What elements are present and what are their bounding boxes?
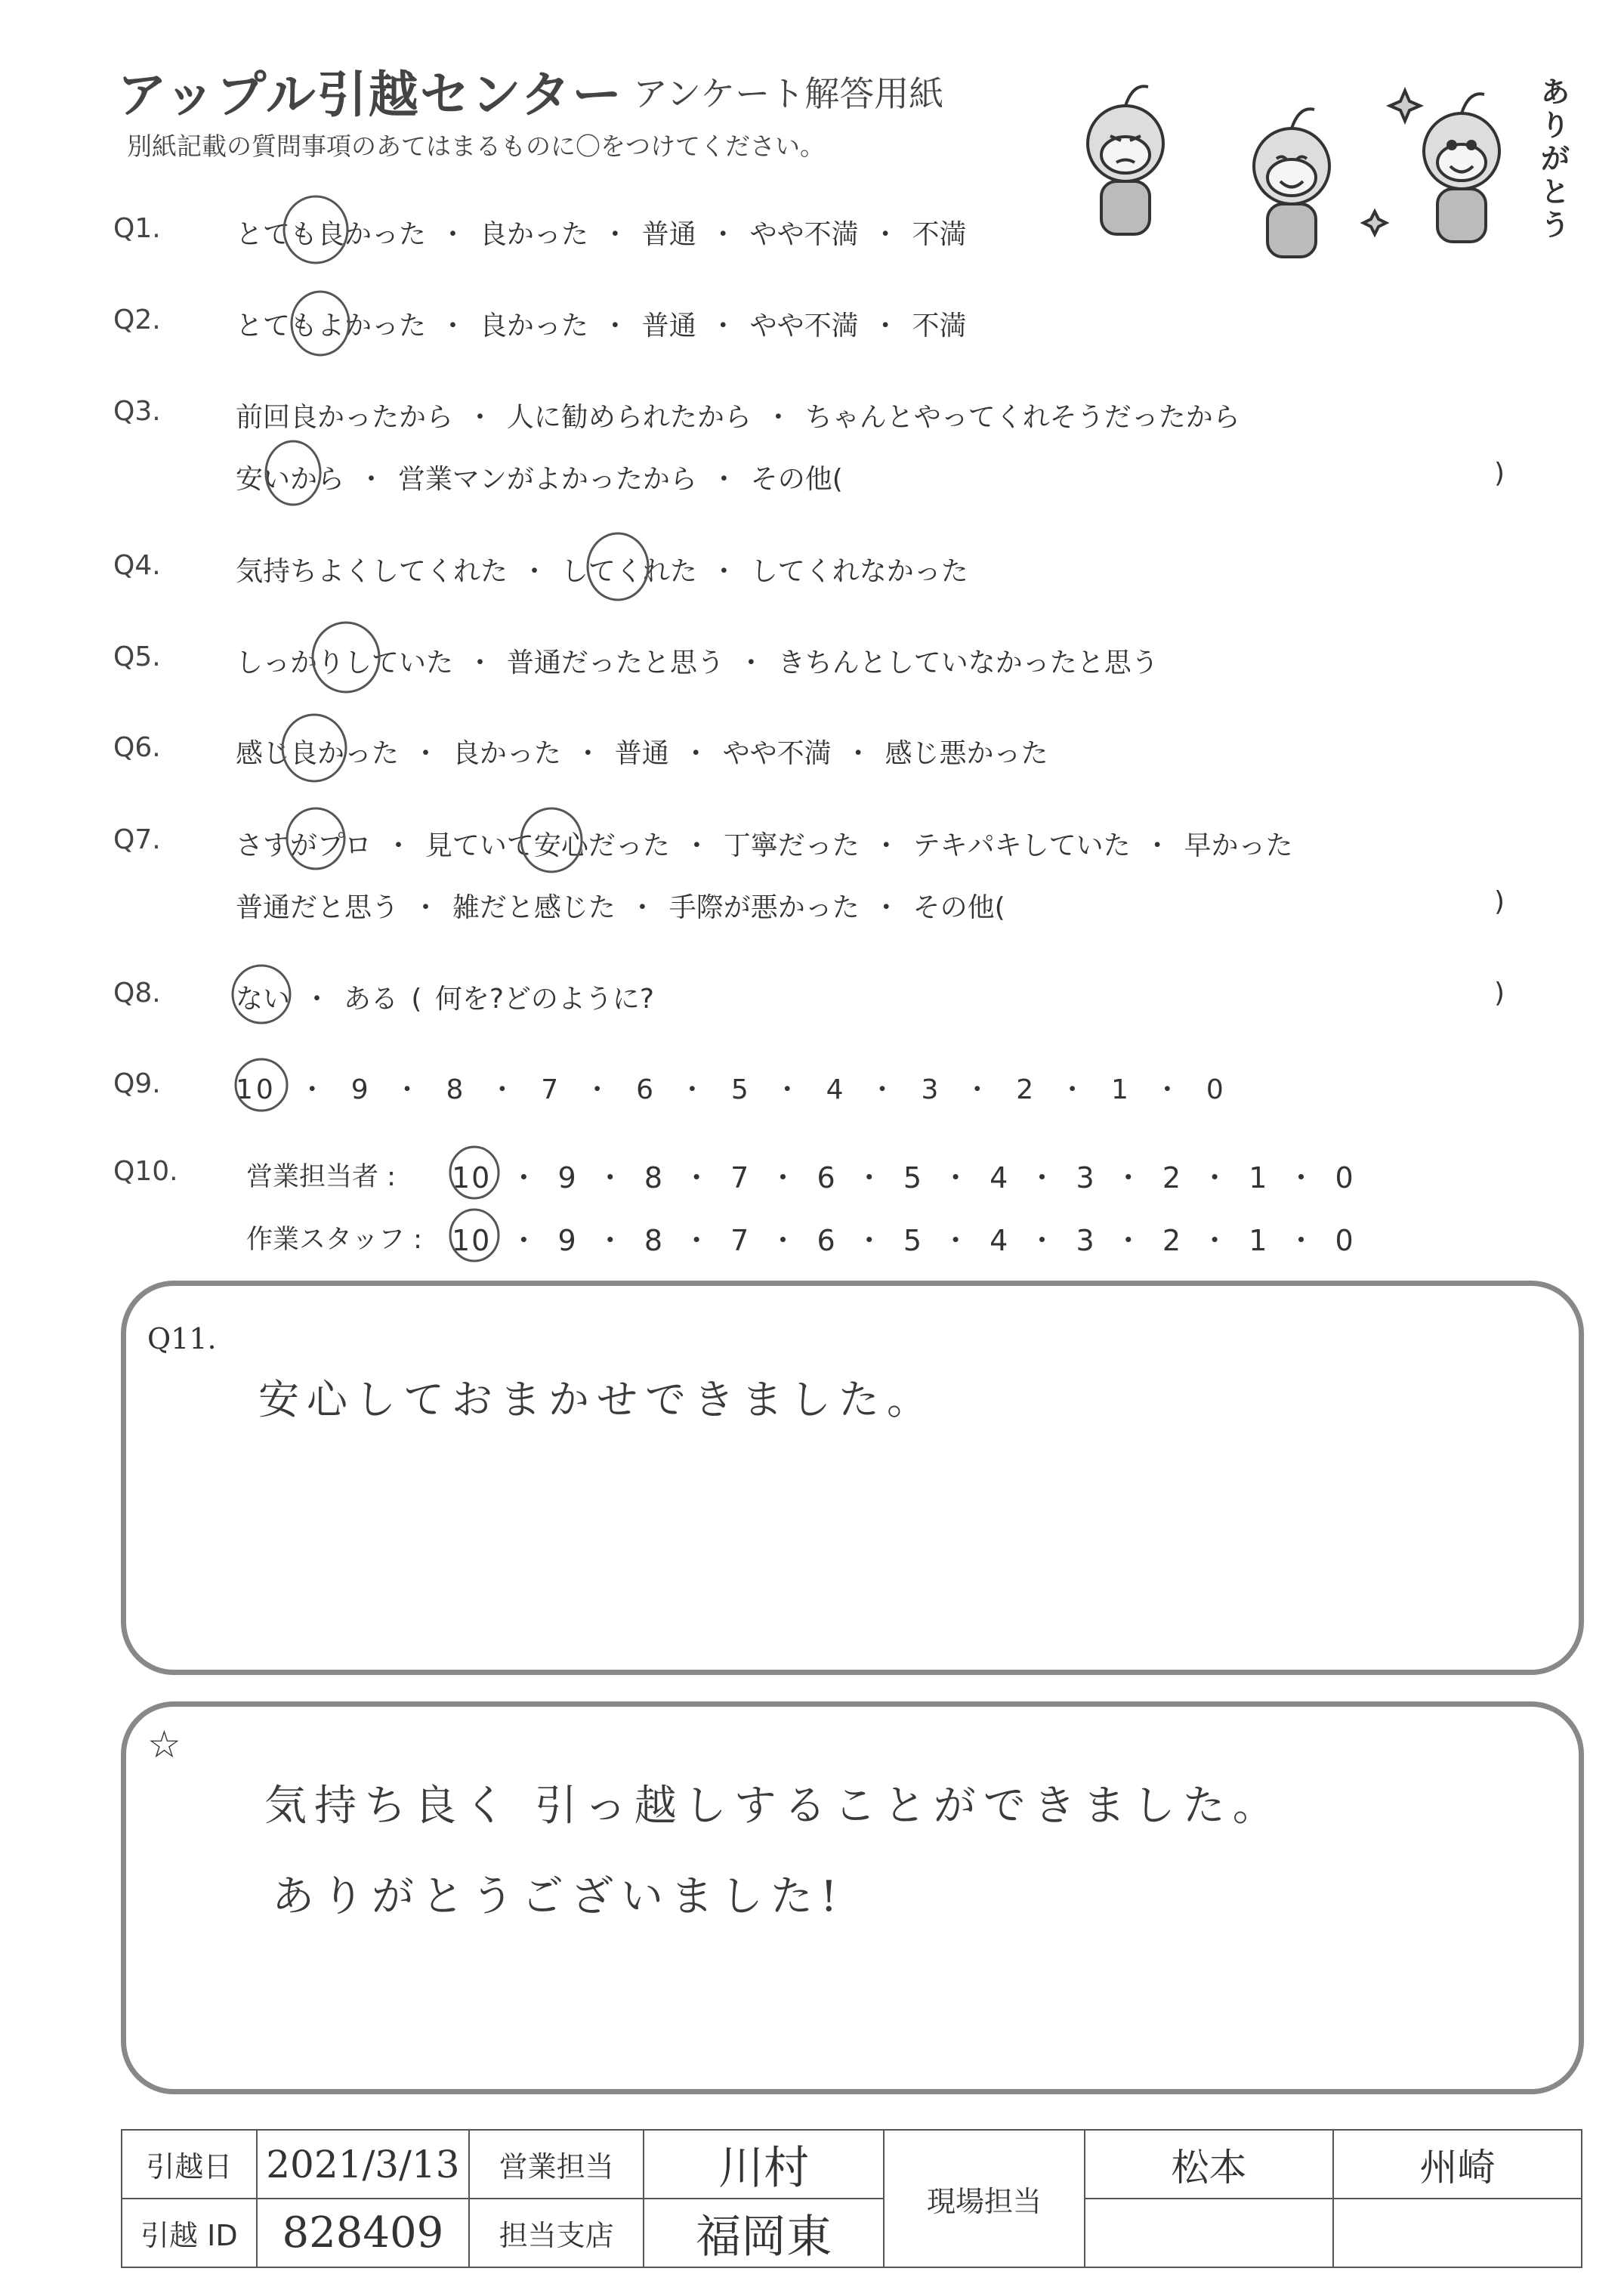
q7-answer-circle-anshin	[521, 808, 582, 872]
q3-label: Q3.	[113, 396, 161, 427]
q10-label: Q10.	[113, 1156, 178, 1187]
sales-label: 営業担当	[469, 2130, 644, 2199]
branch-label: 担当支店	[469, 2199, 644, 2267]
comment-line-1: 気持ち良く 引っ越しすることができました。	[264, 1782, 1283, 1831]
q10-staff-scale[interactable]: 10 ・ 9 ・ 8 ・ 7 ・ 6 ・ 5 ・ 4 ・ 3 ・ 2 ・ 1 ・ 0	[452, 1224, 1355, 1257]
site-staff-1: 松本	[1085, 2130, 1333, 2199]
q6-label: Q6.	[113, 732, 161, 763]
site-label: 現場担当	[884, 2130, 1085, 2267]
q10-sales-scale[interactable]: 10 ・ 9 ・ 8 ・ 7 ・ 6 ・ 5 ・ 4 ・ 3 ・ 2 ・ 1 ・ 0	[452, 1161, 1355, 1194]
q10-staff-answer-circle	[450, 1210, 499, 1261]
footer-table	[121, 2129, 1582, 2268]
q11-label: Q11.	[147, 1322, 217, 1355]
q10-staff-label: 作業スタッフ :	[246, 1225, 422, 1255]
q4-answer-circle	[588, 533, 648, 600]
q5-options[interactable]: しっかりしていた ・ 普通だったと思う ・ きちんとしていなかったと思う	[236, 647, 1159, 678]
site-staff-empty-1	[1085, 2199, 1333, 2267]
moving-date-label: 引越日	[122, 2130, 257, 2199]
q1-options[interactable]: とても良かった ・ 良かった ・ 普通 ・ やや不満 ・ 不満	[236, 219, 967, 250]
q8-label: Q8.	[113, 978, 161, 1009]
q6-options[interactable]: 感じ良かった ・ 良かった ・ 普通 ・ やや不満 ・ 感じ悪かった	[236, 738, 1048, 769]
q7-options-line1[interactable]: さすがプロ ・ 見ていて安心だった ・ 丁寧だった ・ テキパキしていた ・ 早かった	[236, 830, 1293, 861]
q4-label: Q4.	[113, 550, 161, 581]
site-staff-empty-2	[1333, 2199, 1582, 2267]
q3-close-paren: )	[1494, 458, 1505, 489]
q7-label: Q7.	[113, 824, 161, 855]
document-subtitle: アンケート解答用紙	[633, 73, 944, 114]
q11-box	[121, 1281, 1584, 1675]
q5-answer-circle	[313, 623, 379, 692]
moving-date-value: 2021/3/13	[257, 2130, 469, 2199]
q9-options[interactable]: 10 ・ 9 ・ 8 ・ 7 ・ 6 ・ 5 ・ 4 ・ 3 ・ 2 ・ 1 ・ 0	[236, 1074, 1227, 1105]
q10-sales-answer-circle	[450, 1147, 499, 1198]
q2-label: Q2.	[113, 304, 161, 335]
q3-options-line2[interactable]: 安いから ・ 営業マンがよかったから ・ その他(	[236, 464, 843, 495]
q7-answer-circle-pro	[287, 808, 344, 869]
instruction-text: 別紙記載の質問事項のあてはまるものに〇をつけてください。	[127, 131, 825, 161]
q7-close-paren: )	[1494, 886, 1505, 917]
q10-sales-label: 営業担当者 :	[246, 1162, 396, 1192]
sales-person-value: 川村	[644, 2130, 884, 2199]
star-icon: ☆	[147, 1723, 181, 1766]
q2-answer-circle	[292, 292, 349, 355]
q3-answer-circle	[266, 441, 320, 505]
q1-label: Q1.	[113, 213, 161, 244]
comment-line-2: ありがとうございました!	[272, 1872, 845, 1921]
moving-id-value: 828409	[257, 2199, 469, 2267]
mascot-caption: ありがとう	[1541, 76, 1570, 242]
q7-options-line2[interactable]: 普通だと思う ・ 雑だと感じた ・ 手際が悪かった ・ その他(	[236, 892, 1005, 923]
q9-label: Q9.	[113, 1068, 161, 1099]
q11-answer: 安心しておまかせできました。	[258, 1376, 935, 1423]
q9-answer-circle	[236, 1059, 287, 1111]
q8-close-paren: )	[1494, 978, 1505, 1009]
q4-options[interactable]: 気持ちよくしてくれた ・ してくれた ・ してくれなかった	[236, 556, 968, 587]
q6-answer-circle	[283, 715, 346, 781]
q8-answer-circle	[233, 966, 290, 1023]
q8-options[interactable]: ない ・ ある ( 何を?どのように?	[236, 984, 655, 1015]
document-title: アップル引越センター	[117, 66, 624, 124]
q2-options[interactable]: とてもよかった ・ 良かった ・ 普通 ・ やや不満 ・ 不満	[236, 311, 967, 341]
moving-id-label: 引越 ID	[122, 2199, 257, 2267]
q5-label: Q5.	[113, 641, 161, 672]
q1-answer-circle	[284, 196, 347, 263]
q3-options-line1[interactable]: 前回良かったから ・ 人に勧められたから ・ ちゃんとやってくれそうだったから	[236, 402, 1240, 433]
site-staff-2: 州崎	[1333, 2130, 1582, 2199]
branch-value: 福岡東	[644, 2199, 884, 2267]
